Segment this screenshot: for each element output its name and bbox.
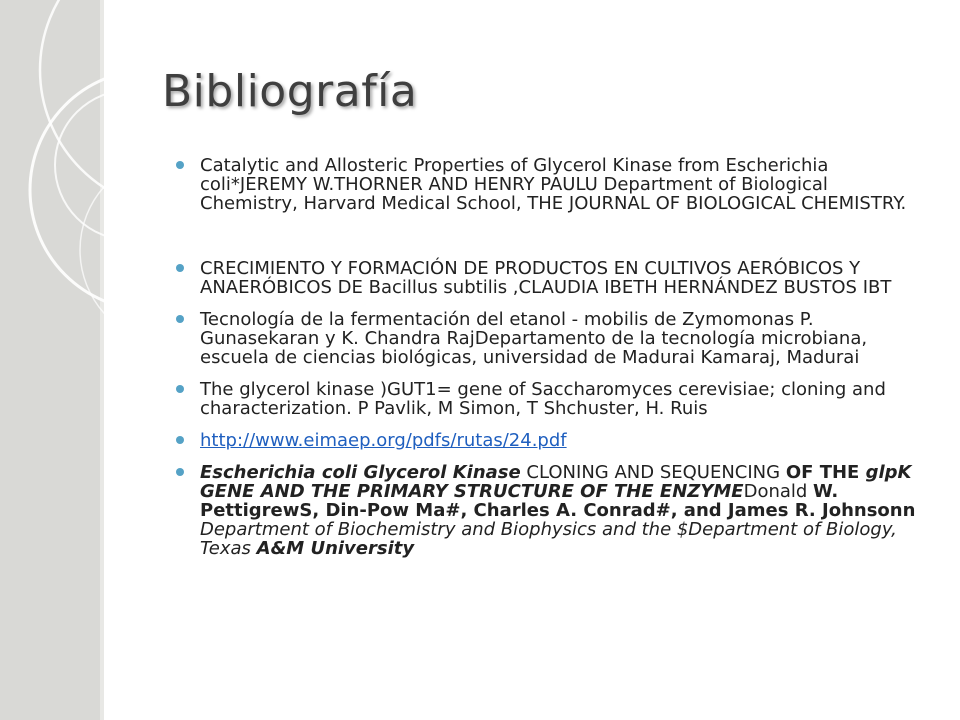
reference-text: The glycerol kinase )GUT1= gene of Saccharomyces cerevisiae; cloning and characterization. P Pavlik, M Simon, T Shchuster, H. Ruis bbox=[200, 379, 886, 419]
ref-title-plain: CLONING AND SEQUENCING bbox=[520, 462, 786, 483]
ref-affiliation: Department of Biochemistry and Biophysics and the $Department of Biology, Texas bbox=[200, 519, 897, 559]
reference-item bbox=[176, 463, 926, 558]
reference-text: CRECIMIENTO Y FORMACIÓN DE PRODUCTOS EN CULTIVOS AERÓBICOS Y ANAERÓBICOS DE Bacillus subtilis ,CLAUDIA IBETH HERNÁNDEZ BUSTOS IBT bbox=[200, 258, 892, 298]
reference-item bbox=[176, 310, 926, 367]
bullet-icon bbox=[176, 385, 184, 393]
reference-text: Tecnología de la fermentación del etanol - mobilis de Zymomonas P. Gunasekaran y K. Chandra RajDepartamento de la tecnología microbiana, escuela de ciencias biológicas, universidad de Madurai Kamaraj, Madurai bbox=[200, 309, 868, 368]
reference-item bbox=[176, 431, 926, 450]
reference-link[interactable]: http://www.eimaep.org/pdfs/rutas/24.pdf bbox=[200, 430, 567, 451]
ref-title-bold: OF bbox=[785, 462, 814, 483]
reference-text: Catalytic and Allosteric Properties of Glycerol Kinase from Escherichia coli*JEREMY W.THORNER AND HENRY PAULU Department of Biological Chemistry, Harvard Medical School, THE JOURNAL OF BIOLOGICAL CHEMISTRY. bbox=[200, 155, 907, 214]
reference-item bbox=[176, 380, 926, 418]
decorative-circles bbox=[0, 0, 104, 720]
bullet-icon bbox=[176, 264, 184, 272]
ref-authors: W. PettigrewS, Din-Pow Ma#, Charles A. Conrad#, and James R. Johnsonn bbox=[200, 481, 916, 521]
reference-item bbox=[176, 259, 926, 297]
reference-item bbox=[176, 156, 926, 213]
bullet-icon bbox=[176, 468, 184, 476]
ref-title-italic: Escherichia coli Glycerol Kinase bbox=[200, 462, 521, 483]
ref-university: A&M University bbox=[256, 538, 415, 559]
bullet-icon bbox=[176, 315, 184, 323]
bullet-icon bbox=[176, 436, 184, 444]
slide-title: Bibliografía bbox=[162, 66, 418, 117]
reference-text bbox=[200, 462, 915, 559]
ref-title-gene: glpK GENE AND THE PRIMARY STRUCTURE OF THE ENZYME bbox=[200, 462, 912, 502]
bibliography-list bbox=[176, 156, 926, 571]
bullet-icon bbox=[176, 161, 184, 169]
ref-author-first: Donald bbox=[743, 481, 814, 502]
decorative-side-panel bbox=[0, 0, 104, 720]
ref-title-bold-2: THE bbox=[813, 462, 866, 483]
